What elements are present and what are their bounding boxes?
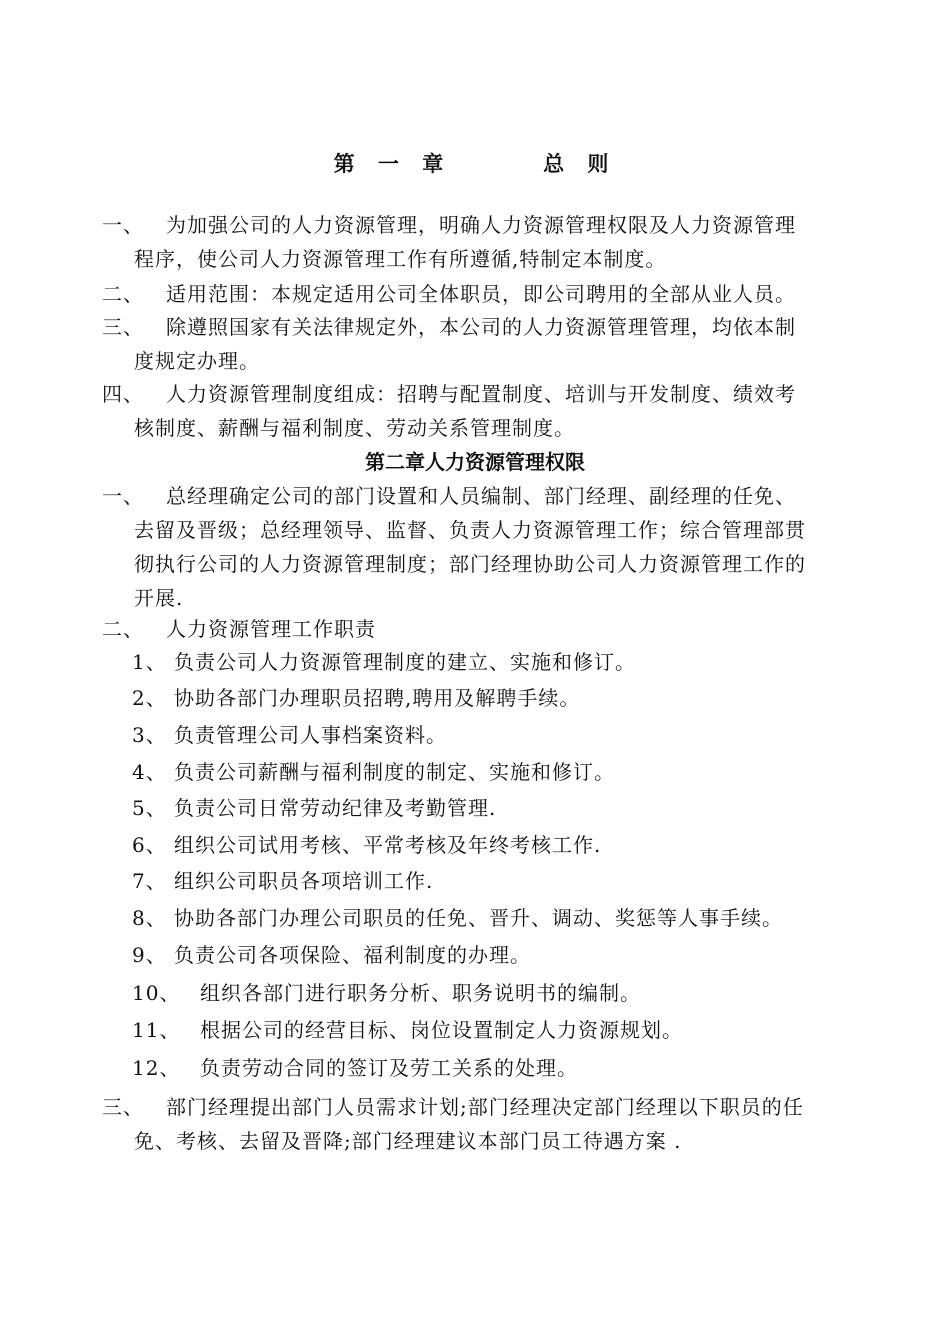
duty-number: 12、 [132,1056,181,1080]
duty-text: 根据公司的经营目标、岗位设置制定人力资源规划。 [200,1018,683,1042]
duty-item-3 [132,719,852,751]
duty-item-11 [132,1014,852,1046]
duty-item-5 [132,792,852,824]
item-text: 总经理确定公司的部门设置和人员编制、部门经理、副经理的任免、 [166,484,796,508]
duty-number: 8、 [132,906,167,930]
chapter-1-item-1 [102,208,854,276]
chapter-1-title: 第 一 章 总 则 [333,151,617,176]
duty-text: 组织公司职员各项培训工作. [174,869,434,893]
chapter-1-item-2 [102,277,854,311]
item-text-continued: 彻执行公司的人力资源管理制度；部门经理协助公司人力资源管理工作的 [134,552,806,576]
item-number: 二、 [102,282,144,306]
item-text: 人力资源管理工作职责 [166,617,376,641]
duty-number: 4、 [132,760,167,784]
item-text: 部门经理提出部门人员需求计划;部门经理决定部门经理以下职员的任 [166,1095,804,1119]
duty-text: 负责管理公司人事档案资料。 [174,723,447,747]
item-text: 适用范围：本规定适用公司全体职员，即公司聘用的全部从业人员。 [166,282,796,306]
item-text: 人力资源管理制度组成：招聘与配置制度、培训与开发制度、绩效考 [166,382,796,406]
duty-text: 负责公司人力资源管理制度的建立、实施和修订。 [174,650,636,674]
item-text: 除遵照国家有关法律规定外，本公司的人力资源管理管理，均依本制 [166,315,796,339]
duty-text: 组织各部门进行职务分析、职务说明书的编制。 [200,981,641,1005]
duty-item-12 [132,1052,852,1084]
item-text: 为加强公司的人力资源管理，明确人力资源管理权限及人力资源管理 [166,213,796,237]
duty-item-2 [132,682,852,714]
duty-item-8 [132,902,852,934]
duty-text: 负责公司日常劳动纪律及考勤管理. [174,796,497,820]
chapter-1-item-4 [102,377,854,445]
item-text-continued: 去留及晋级；总经理领导、监督、负责人力资源管理工作；综合管理部贯 [134,518,806,542]
duty-number: 1、 [132,650,167,674]
item-text-continued: 免、考核、去留及晋降;部门经理建议本部门员工待遇方案 . [134,1129,682,1153]
item-text-continued: 开展. [134,586,184,610]
chapter-2-item-2 [102,612,854,646]
duty-number: 7、 [132,869,167,893]
item-number: 二、 [102,617,144,641]
duty-text: 负责劳动合同的签订及劳工关系的处理。 [200,1056,578,1080]
duty-item-1 [132,646,852,678]
chapter-2-title: 第二章人力资源管理权限 [365,450,585,474]
item-text-continued: 度规定办理。 [134,349,260,373]
duty-text: 协助各部门办理公司职员的任免、晋升、调动、奖惩等人事手续。 [174,906,783,930]
chapter-2-item-3 [102,1090,854,1158]
duty-item-7 [132,865,852,897]
item-text-continued: 程序，使公司人力资源管理工作有所遵循,特制定本制度。 [134,247,667,271]
item-number: 四、 [102,382,144,406]
item-number: 三、 [102,315,144,339]
duty-number: 6、 [132,833,167,857]
duty-number: 3、 [132,723,167,747]
duty-text: 负责公司各项保险、福利制度的办理。 [174,943,531,967]
chapter-2-item-1 [102,479,854,615]
duty-text: 负责公司薪酬与福利制度的制定、实施和修订。 [174,760,615,784]
duty-text: 协助各部门办理职员招聘,聘用及解聘手续。 [174,686,581,710]
duty-number: 10、 [132,981,181,1005]
item-number: 三、 [102,1095,144,1119]
duty-number: 11、 [132,1018,181,1042]
duty-number: 5、 [132,796,167,820]
duty-item-10 [132,977,852,1009]
duty-item-9 [132,939,852,971]
duty-item-6 [132,829,852,861]
duty-text: 组织公司试用考核、平常考核及年终考核工作. [174,833,602,857]
duty-number: 9、 [132,943,167,967]
duty-item-4 [132,756,852,788]
chapter-1-item-3 [102,310,854,378]
duty-number: 2、 [132,686,167,710]
item-text-continued: 核制度、薪酬与福利制度、劳动关系管理制度。 [134,416,575,440]
item-number: 一、 [102,484,144,508]
item-number: 一、 [102,213,144,237]
